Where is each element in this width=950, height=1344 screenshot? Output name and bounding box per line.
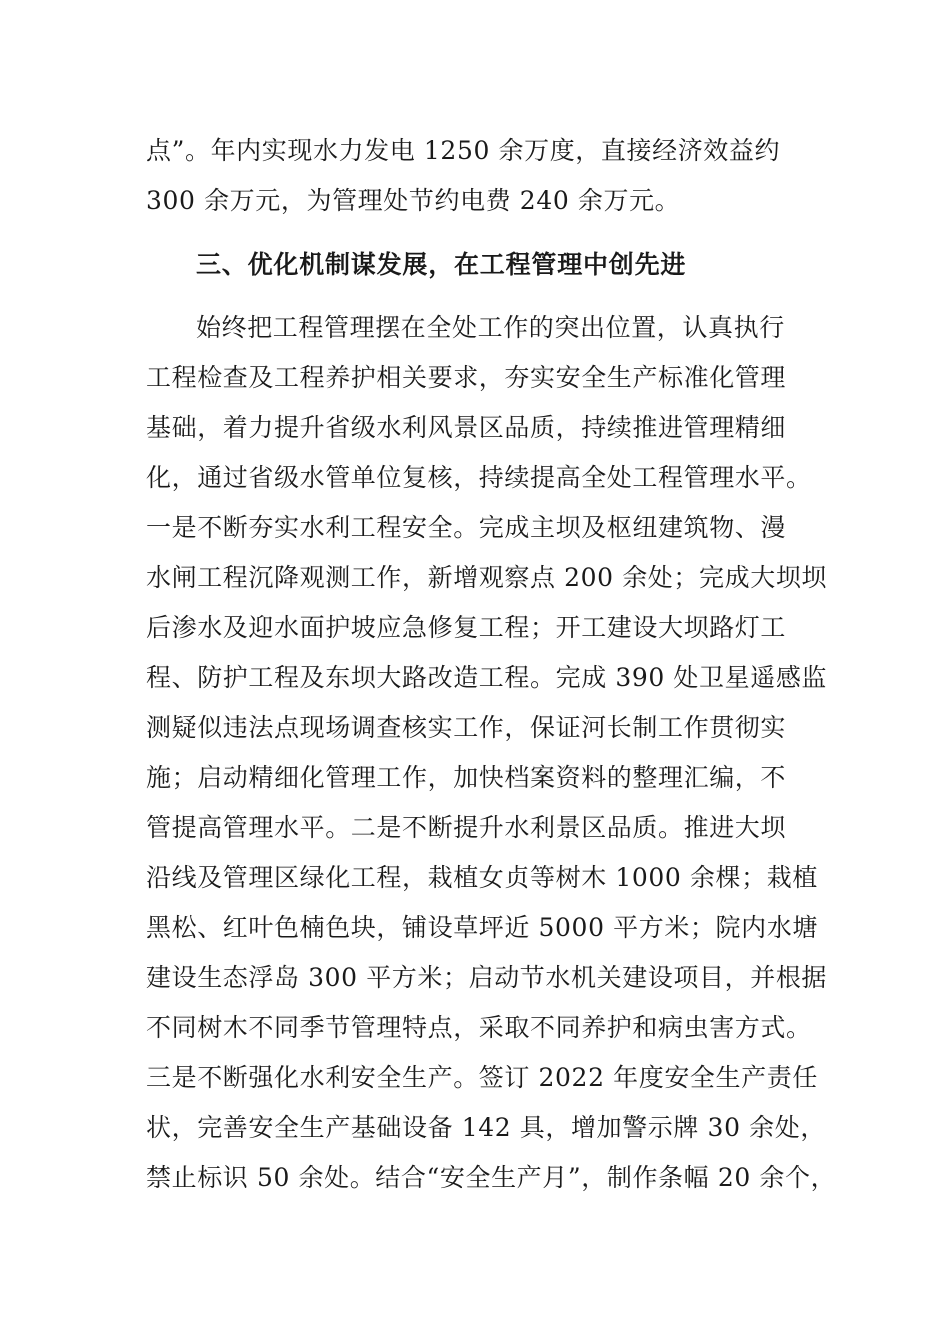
- body-line: 300 余万元，为管理处节约电费 240 余万元。: [146, 186, 681, 215]
- body-line: 状，完善安全生产基础设备 142 具，增加警示牌 30 余处，: [146, 1113, 826, 1142]
- body-line: 水闸工程沉降观测工作，新增观察点 200 余处；完成大坝坝: [146, 563, 828, 592]
- body-line: 化，通过省级水管单位复核，持续提高全处工程管理水平。: [146, 463, 812, 492]
- body-line: 管提高管理水平。二是不断提升水利景区品质。推进大坝: [146, 813, 787, 842]
- body-line: 禁止标识 50 余处。结合“安全生产月”，制作条幅 20 余个，: [146, 1163, 837, 1192]
- body-line: 三是不断强化水利安全生产。签订 2022 年度安全生产责任: [146, 1063, 818, 1092]
- body-line: 基础，着力提升省级水利风景区品质，持续推进管理精细: [146, 413, 787, 442]
- body-line: 不同树木不同季节管理特点，采取不同养护和病虫害方式。: [146, 1013, 812, 1042]
- body-line: 程、防护工程及东坝大路改造工程。完成 390 处卫星遥感监: [146, 663, 828, 692]
- body-line: 后渗水及迎水面护坡应急修复工程；开工建设大坝路灯工: [146, 613, 787, 642]
- body-line: 黑松、红叶色楠色块，铺设草坪近 5000 平方米；院内水塘: [146, 913, 818, 942]
- body-line: 一是不断夯实水利工程安全。完成主坝及枢纽建筑物、漫: [146, 513, 787, 542]
- body-line: 建设生态浮岛 300 平方米；启动节水机关建设项目，并根据: [146, 963, 828, 992]
- body-line: 点”。年内实现水力发电 1250 余万度，直接经济效益约: [146, 136, 781, 165]
- body-line: 工程检查及工程养护相关要求，夯实安全生产标准化管理: [146, 363, 787, 392]
- body-line: 测疑似违法点现场调查核实工作，保证河长制工作贯彻实: [146, 713, 787, 742]
- body-line: 施；启动精细化管理工作，加快档案资料的整理汇编，不: [146, 763, 787, 792]
- paragraph-first-line: 始终把工程管理摆在全处工作的突出位置，认真执行: [196, 313, 785, 342]
- body-line: 沿线及管理区绿化工程，栽植女贞等树木 1000 余棵；栽植: [146, 863, 818, 892]
- section-heading: 三、优化机制谋发展，在工程管理中创先进: [196, 250, 687, 279]
